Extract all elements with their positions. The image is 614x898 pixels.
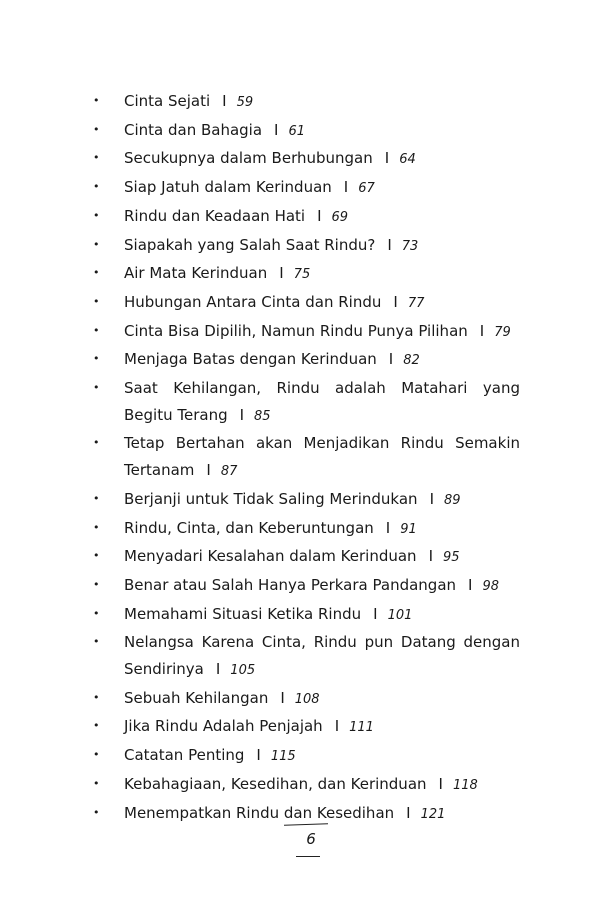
toc-entry-title: Air Mata Kerinduan: [124, 264, 268, 283]
separator: I: [279, 264, 284, 283]
toc-entry-page: 67: [358, 181, 375, 197]
toc-entry: [0, 543, 520, 572]
toc-entry-title: Menempatkan Rindu dan Kesedihan: [124, 803, 395, 822]
separator: I: [387, 235, 392, 254]
toc-entry-page: 101: [387, 607, 413, 623]
separator: I: [429, 489, 434, 508]
toc-entry-title: Rindu dan Keadaan Hati: [124, 206, 306, 225]
toc-entry-page: 115: [270, 749, 296, 765]
bullet: •: [93, 520, 100, 534]
separator: I: [428, 547, 433, 566]
toc-entry: [0, 145, 520, 174]
bullet: •: [93, 237, 100, 251]
toc-entry-title: Sebuah Kehilangan: [124, 688, 269, 707]
toc-entry-title: Memahami Situasi Ketika Rindu: [124, 604, 362, 623]
table-of-contents: [0, 88, 614, 828]
toc-entry: [0, 289, 520, 318]
separator: I: [479, 321, 485, 340]
bullet: •: [93, 577, 100, 591]
bullet: •: [93, 491, 100, 505]
toc-entry: [0, 117, 520, 146]
separator: I: [206, 461, 211, 480]
toc-entry: [0, 486, 520, 515]
toc-entry-title: Nelangsa Karena Cinta, Rindu pun Datang dengan Sendirinya: [124, 633, 520, 679]
bullet: •: [93, 323, 100, 337]
toc-entry: [0, 260, 520, 289]
bullet: •: [93, 208, 100, 222]
separator: I: [384, 149, 390, 168]
toc-entry-page: 79: [494, 324, 511, 340]
separator: I: [274, 120, 279, 139]
toc-entry-page: 98: [482, 578, 499, 594]
separator: I: [406, 803, 411, 822]
bullet: •: [93, 352, 100, 366]
bullet: •: [93, 690, 100, 704]
toc-entry-page: 118: [452, 777, 478, 793]
separator: I: [388, 350, 394, 369]
separator: I: [239, 405, 245, 424]
page-footer: [0, 820, 614, 860]
toc-entry: [0, 629, 520, 684]
toc-entry-title: Cinta dan Bahagia: [124, 120, 263, 139]
bullet: •: [93, 805, 100, 819]
bullet: •: [93, 381, 100, 395]
toc-entry-page: 75: [293, 267, 311, 283]
toc-entry-page: 121: [420, 806, 446, 822]
toc-entry-title: Cinta Sejati: [124, 92, 211, 110]
separator: I: [393, 292, 398, 311]
toc-entry-title: Saat Kehilangan, Rindu adalah Matahari yang Begitu Terang: [124, 379, 520, 424]
bullet: •: [93, 436, 100, 450]
separator: I: [343, 178, 349, 197]
bullet: •: [93, 635, 100, 649]
toc-entry-title: Siapakah yang Salah Saat Rindu?: [124, 235, 376, 254]
toc-entry: [0, 232, 520, 261]
toc-entry-page: 108: [294, 691, 320, 707]
toc-entry: [0, 572, 520, 601]
toc-entry-page: 111: [349, 720, 374, 736]
footer-rule-bottom: [296, 856, 320, 857]
bullet: •: [93, 94, 100, 107]
toc-entry: [0, 375, 520, 430]
separator: I: [334, 717, 340, 736]
toc-entry-page: 89: [444, 492, 461, 508]
toc-entry-title: Berjanji untuk Tidak Saling Merindukan: [124, 489, 418, 508]
separator: I: [385, 518, 391, 537]
separator: I: [468, 575, 473, 594]
toc-entry: [0, 346, 520, 375]
bullet: •: [93, 549, 100, 563]
toc-entry-page: 105: [230, 663, 256, 679]
toc-entry-title: Catatan Penting: [124, 746, 245, 765]
separator: I: [256, 746, 261, 765]
toc-entry: [0, 430, 520, 485]
toc-entry-page: 77: [407, 295, 425, 311]
toc-entry-title: Hubungan Antara Cinta dan Rindu: [124, 292, 382, 311]
separator: I: [373, 604, 378, 623]
toc-entry-page: 61: [288, 123, 306, 139]
toc-entry-page: 91: [400, 521, 417, 537]
separator: I: [280, 688, 285, 707]
toc-entry-title: Rindu, Cinta, dan Keberuntungan: [124, 518, 374, 537]
toc-entry: [0, 713, 520, 742]
toc-entry-page: 69: [331, 209, 349, 225]
toc-entry-title: Menyadari Kesalahan dalam Kerinduan: [124, 547, 417, 566]
toc-entry: [0, 771, 520, 800]
toc-entry: [0, 174, 520, 203]
toc-entry-page: 59: [236, 95, 254, 110]
toc-entry-page: 64: [399, 152, 416, 168]
bullet: •: [93, 294, 100, 308]
toc-entry: [0, 601, 520, 630]
toc-entry-title: Secukupnya dalam Berhubungan: [124, 149, 373, 168]
bullet: •: [93, 180, 100, 194]
toc-entry-page: 95: [443, 550, 460, 566]
bullet: •: [93, 776, 100, 790]
toc-entry-title: Menjaga Batas dengan Kerinduan: [124, 350, 377, 369]
footer-rule-top: [284, 823, 328, 826]
toc-entry-title: Jika Rindu Adalah Penjajah: [124, 717, 323, 736]
toc-entry-title: Siap Jatuh dalam Kerinduan: [124, 178, 332, 197]
toc-entry-title: Kebahagiaan, Kesedihan, dan Kerinduan: [124, 774, 427, 793]
toc-entry: [0, 742, 520, 771]
separator: I: [215, 660, 221, 679]
page-number: 6: [306, 830, 316, 848]
toc-entry: [0, 88, 520, 117]
toc-entry: [0, 203, 520, 232]
bullet: •: [93, 719, 100, 733]
toc-entry-page: 87: [220, 464, 238, 480]
toc-entry-title: Benar atau Salah Hanya Perkara Pandangan: [124, 575, 457, 594]
bullet: •: [93, 266, 100, 280]
bullet: •: [93, 748, 100, 762]
separator: I: [222, 92, 227, 110]
bullet: •: [93, 122, 100, 136]
toc-entry: [0, 685, 520, 714]
bullet: •: [93, 151, 100, 165]
toc-entry: [0, 515, 520, 544]
toc-entry-page: 82: [403, 353, 420, 369]
separator: I: [438, 774, 443, 793]
bullet: •: [93, 606, 100, 620]
toc-entry-title: Cinta Bisa Dipilih, Namun Rindu Punya Pilihan: [124, 321, 468, 340]
toc-entry-title: Tetap Bertahan akan Menjadikan Rindu Semakin Tertanam: [124, 434, 520, 480]
toc-entry-page: 73: [401, 238, 419, 254]
toc-entry: [0, 318, 520, 347]
toc-entry-page: 85: [254, 408, 271, 424]
separator: I: [317, 206, 322, 225]
